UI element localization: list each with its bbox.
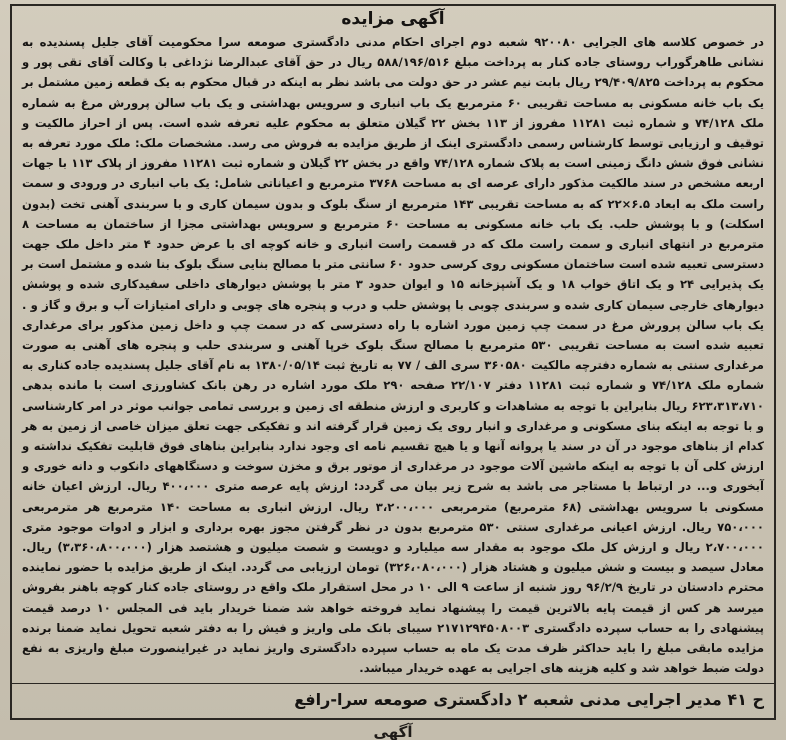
notice-title: آگهی مزایده [341, 9, 445, 29]
notice-signature: ح ۴۱ مدیر اجرایی مدنی شعبه ۲ دادگستری صومعه سرا-رافع [294, 690, 764, 709]
auction-notice [10, 4, 776, 720]
next-notice-heading: آگهی [373, 723, 413, 740]
footer-divider [12, 683, 774, 684]
notice-body: در خصوص کلاسه های الجرایی ۹۲۰۰۸۰ شعبه دوم اجرای احکام مدنی دادگستری صومعه سرا محکومیت آقای جلیل پسندیده به نشانی طاهرگوراب روستای جاده کنار به پرداخت مبلغ ۵۸۸/۱۹۶/۵۱۶ ریال در حق آقای عبدالرضا نژداغی با وکالت آقای تقی پور و محکوم به پرداخت ۲۹/۴۰۹/۸۲۵ ریال بابت نیم عشر در حق دولت می باشد نظر به اینکه در قبال محکوم به یک قطعه زمین مشتمل بر یک باب خانه مسکونی به مساحت تقریبی ۶۰ مترمربع یک باب انباری و سرویس بهداشتی و یک باب سالن پرورش مرغ به شماره ملک ۷۴/۱۲۸ و شماره ثبت ۱۱۲۸۱ مفروز از ۱۱۳ بخش ۲۲ گیلان متعلق به محکوم علیه تعرفه شده است. پس از احراز مالکیت و توقیف و ارزیابی توسط کارشناس رسمی دادگستری اینک از طریق مزایده به فروش می رسد. مشخصات ملک: ملک مورد تعرفه به نشانی فوق شش دانگ زمینی است به پلاک شماره ۷۴/۱۲۸ واقع در بخش ۲۲ گیلان و شماره ثبت ۱۱۲۸۱ مفروز از پلاک ۱۱۳ با جهات اربعه مشخص در سند مالکیت مذکور دارای عرصه ای به مساحت ۳۷۶۸ مترمربع و اعیاناتی شامل: یک باب انباری در ورودی و سمت راست ملک به ابعاد ۶.۵×۲۲ که به مساحت تقریبی ۱۴۳ مترمربع از سنگ بلوک و بدون سیمان کاری و با سربندی آهنی تخت (بدون اسکلت) و با پوشش حلب. یک باب خانه مسکونی به مساحت ۶۰ مترمربع و سرویس بهداشتی مجزا از ساختمان به مساحت ۸ مترمربع در انتهای انباری و سمت راست ملک که در قسمت راست انباری و خانه کوچه ای با عرض حدود ۴ متر داخل ملک جهت دسترسی تعبیه شده است ساختمان مسکونی روی کرسی حدود ۶۰ سانتی متر با مصالح بنایی سنگ بلوک بنا شده و مشتمل است بر یک پذیرایی ۲۴ و یک اتاق خواب ۱۸ و یک آشپزخانه ۱۵ و ایوان حدود ۳ متر با پوشش دیوارهای داخلی سفیدکاری شده و پوشش دیوارهای خارجی سیمان کاری شده و سربندی چوبی با پوشش حلب و درب و پنجره های چوبی و دارای امتیازات آب و برق و گاز و . یک باب سالن پرورش مرغ در سمت چپ زمین مورد اشاره با راه دسترسی که در سمت چپ و داخل زمین مذکور برای مرغداری تعبیه شده است به مساحت تقریبی ۵۳۰ مترمربع با مصالح سنگ بلوک خرپا آهنی و سربندی حلب و پنجره های آهنی به صورت مرغداری سنتی به شماره دفترچه مالکیت ۳۶۰۵۸۰ سری الف / ۷۷ به تاریخ ثبت ۱۳۸۰/۰۵/۱۴ به نام آقای جلیل پسندیده جاده کناری به شماره ملک ۷۴/۱۲۸ و شماره ثبت ۱۱۲۸۱ دفتر ۲۲/۱۰۷ صفحه ۲۹۰ ملک مورد اشاره در رهن بانک کشاورزی است با مانده بدهی ۶۲۳،۳۱۳،۷۱۰ ریال بنابراین با توجه به مشاهدات و کاربری و ارزش منطقه ای زمین و بررسی تمامی جوانب موثر در امر کارشناسی و با توجه به اینکه بنای مسکونی و مرغداری و انبار روی یک زمین قرار گرفته اند و تفکیکی جهت تعلق میزان خاصی از زمین به هر کدام از بناهای موجود در آن در سند یا پروانه آنها و یا هیچ تقسیم نامه ای وجود ندارد بنابراین بناهای فوق قابلیت تفکیک نداشته و ارزش کلی آن با توجه به اینکه ماشین آلات موجود در مرغداری از موتور برق و مخزن سوخت و دستگاههای دانکوب و دانه خوری و آبخوری و... در ارتباط با مستاجر می باشد به شرح زیر بیان می گردد: ارزش پایه عرصه متری ۴۰۰،۰۰۰ ریال. ارزش اعیان خانه مسکونی با سرویس بهداشتی (۶۸ مترمربع) مترمربعی ۳،۲۰۰،۰۰۰ ریال. ارزش انباری به مساحت ۱۴۰ مترمربع هر مترمربعی ۷۵۰،۰۰۰ ریال. ارزش اعیانی مرغداری سنتی ۵۳۰ مترمربع بدون در نظر گرفتن مجوز بهره برداری و ابزار و ادوات موجود متری ۲،۷۰۰،۰۰۰ ریال و ارزش کل ملک موجود به مقدار سه میلیارد و دویست و شصت میلیون و هشتصد هزار (۳،۳۶۰،۸۰۰،۰۰۰) ریال. معادل سیصد و بیست و شش میلیون و هشتاد هزار (۳۲۶،۰۸۰،۰۰۰) تومان ارزیابی می گردد. اینک از طریق مزایده با حضور نماینده محترم دادستان در تاریخ ۹۶/۲/۹ روز شنبه از ساعت ۹ الی ۱۰ در محل استقرار ملک واقع در روستای جاده کنار کوچه باهنر بفروش میرسد هر کس از قیمت پایه بالاترین قیمت را پیشنهاد نماید فروخته خواهد شد ضمنا خریدار باید فی المجلس ۱۰ درصد قیمت پیشنهادی را به حساب سپرده دادگستری ۲۱۷۱۲۹۴۵۰۸۰۰۳ سیبای بانک ملی واریز و فیش را به دفتر شعبه تحویل نماید ضمنا برنده مزایده مابقی مبلغ را باید حداکثر ظرف مدت یک ماه به حساب سپرده دادگستری واریز نماید در غیراینصورت مبلغ واریزی به نفع دولت ضبط خواهد شد و کلیه هزینه های اجرایی به عهده خریدار میباشد. [22, 35, 765, 676]
